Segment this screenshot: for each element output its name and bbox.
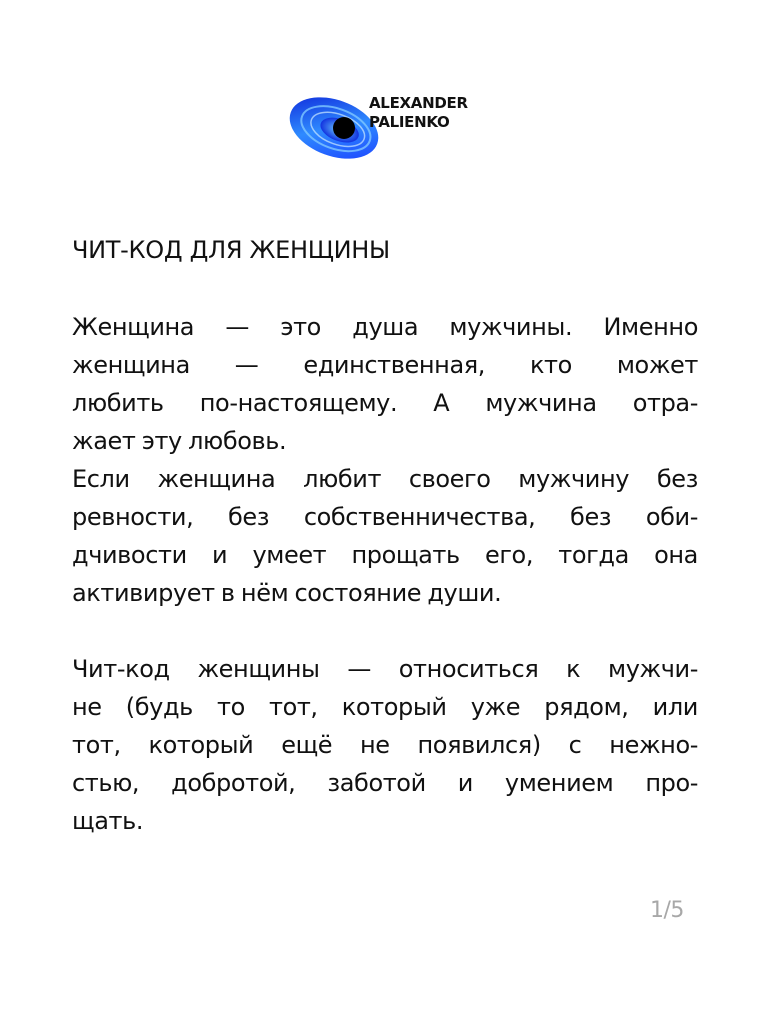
- text-line: стью, добротой, заботой и умением про-: [72, 769, 698, 797]
- text-line: любить по-настоящему. А мужчина отра-: [72, 389, 698, 417]
- paragraph-spacer: [72, 612, 698, 650]
- text-line: активирует в нём состояние души.: [72, 579, 502, 607]
- text-line: щать.: [72, 807, 144, 835]
- text-line: Женщина — это душа мужчины. Именно: [72, 313, 698, 341]
- blue-swirl-black-hole-icon: [286, 88, 382, 166]
- text-line: Если женщина любит своего мужчину без: [72, 465, 698, 493]
- page-title: ЧИТ-КОД ДЛЯ ЖЕНЩИНЫ: [72, 236, 390, 264]
- text-line: жает эту любовь.: [72, 427, 287, 455]
- text-line: женщина — единственная, кто может: [72, 351, 698, 379]
- brand-name-line1: ALEXANDER: [369, 94, 468, 112]
- text-line: ревности, без собственничества, без оби-: [72, 503, 698, 531]
- article-body: [72, 308, 698, 840]
- page-number: 1/5: [650, 898, 684, 923]
- text-line: тот, который ещё не появился) с нежно-: [72, 731, 698, 759]
- paragraph-2: [72, 460, 698, 612]
- text-line: дчивости и умеет прощать его, тогда она: [72, 541, 698, 569]
- paragraph-1: [72, 308, 698, 460]
- text-line: не (будь то тот, который уже рядом, или: [72, 693, 698, 721]
- text-line: Чит-код женщины — относиться к мужчи-: [72, 655, 698, 683]
- brand-logo: [286, 88, 486, 166]
- brand-name-line2: PALIENKO: [369, 113, 450, 131]
- paragraph-3: [72, 650, 698, 840]
- brand-name: [369, 94, 468, 132]
